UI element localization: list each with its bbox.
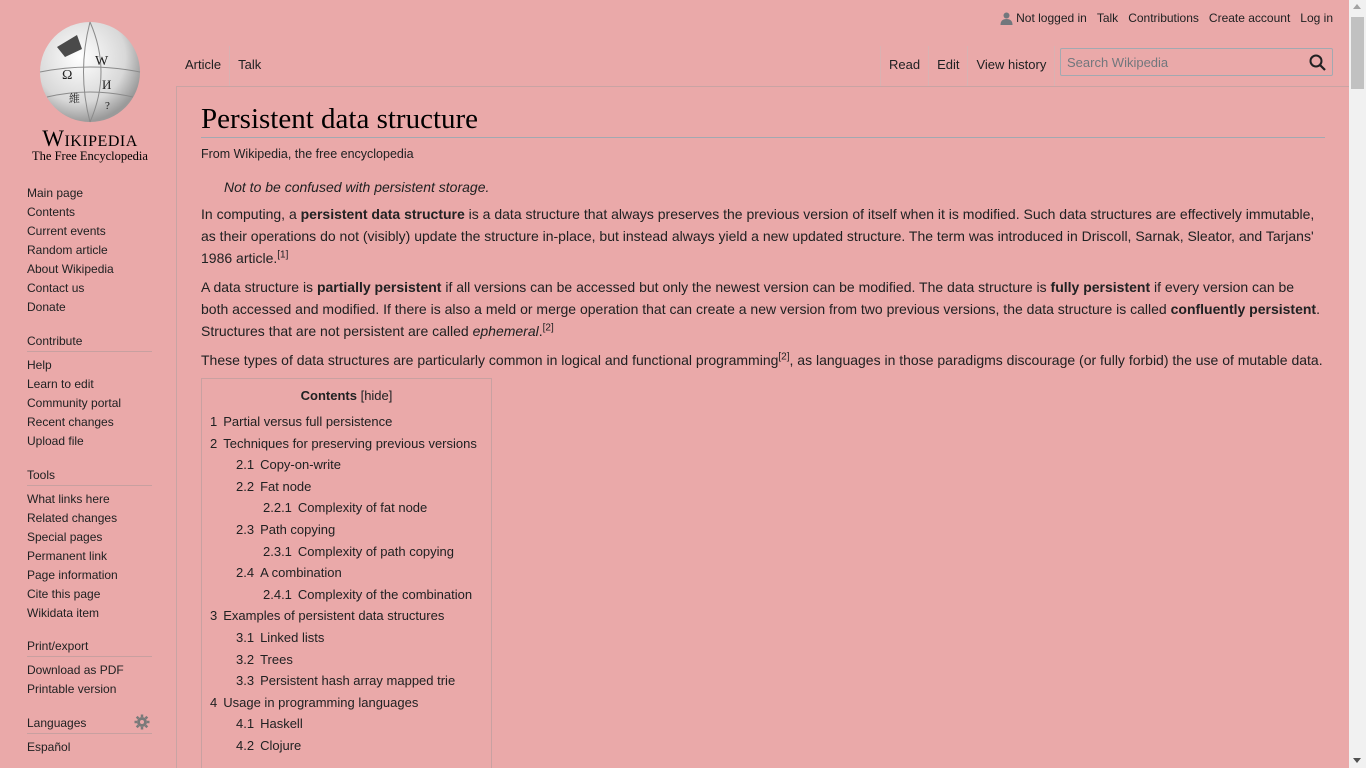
- sidebar-heading-print: Print/export: [27, 639, 152, 657]
- wikipedia-tagline: The Free Encyclopedia: [32, 149, 148, 163]
- toc-text: Haskell: [260, 716, 303, 732]
- search-box: [1060, 48, 1333, 76]
- toc-item[interactable]: [210, 541, 483, 563]
- paragraph-usage: [201, 349, 1325, 371]
- wikipedia-logo[interactable]: [20, 10, 160, 163]
- toc-number: 2.3.1: [263, 543, 292, 559]
- svg-text:維: 維: [69, 93, 80, 105]
- sidebar-item-random-article[interactable]: Random article: [27, 243, 108, 257]
- user-talk-link[interactable]: Talk: [1096, 11, 1119, 25]
- toc-number: 4: [210, 694, 218, 710]
- personal-tools: [1000, 11, 1333, 25]
- sidebar-item-page-information[interactable]: Page information: [27, 568, 118, 582]
- sidebar-navigation: [27, 186, 152, 319]
- toc-number: 3.2: [236, 651, 255, 667]
- toc-item[interactable]: [210, 692, 483, 714]
- toc-number: 2.4.1: [263, 586, 292, 602]
- reference-link[interactable]: [2]: [778, 351, 790, 363]
- table-of-contents: [201, 378, 492, 768]
- toc-text: Persistent hash array mapped trie: [260, 673, 456, 689]
- toc-text: Copy-on-write: [260, 457, 341, 473]
- sidebar-item-donate[interactable]: Donate: [27, 300, 66, 314]
- page-title: Persistent data structure: [201, 101, 1325, 138]
- sidebar-tools: [27, 468, 152, 625]
- toc-item[interactable]: [210, 649, 483, 671]
- text-fragment: if every version can be both accessed and modified. If there is also a meld or merge operation that can create a new version from two previous versions, the data structure is called: [201, 279, 1295, 317]
- text-fragment: . Structures that are not persistent are called: [201, 301, 1320, 339]
- toc-item[interactable]: [210, 411, 483, 433]
- tab-edit[interactable]: Edit: [928, 46, 967, 86]
- not-logged-in-label: Not logged in: [1016, 11, 1087, 25]
- toc-item[interactable]: [210, 519, 483, 541]
- sidebar-item-espa-ol[interactable]: Español: [27, 740, 71, 754]
- toc-text: Partial versus full persistence: [223, 414, 393, 429]
- toc-number: 2.3: [236, 521, 255, 537]
- reference-link[interactable]: [1]: [277, 249, 289, 261]
- create-account-link[interactable]: Create account: [1208, 11, 1291, 25]
- svg-text:Ω: Ω: [62, 68, 73, 83]
- tab-read[interactable]: Read: [880, 46, 928, 86]
- toc-number: 1: [210, 414, 218, 429]
- paragraph-intro: [201, 203, 1325, 269]
- sidebar-languages: [27, 716, 152, 759]
- toc-text: Complexity of path copying: [297, 543, 455, 559]
- sidebar-item-wikidata-item[interactable]: Wikidata item: [27, 606, 100, 620]
- svg-text:?: ?: [105, 100, 110, 112]
- italic-term: ephemeral: [472, 323, 539, 339]
- site-subtitle: From Wikipedia, the free encyclopedia: [201, 147, 414, 161]
- toc-item[interactable]: [210, 497, 483, 519]
- sidebar-item-what-links-here[interactable]: What links here: [27, 492, 110, 506]
- bold-term: partially persistent: [316, 279, 442, 295]
- toc-item[interactable]: [210, 476, 483, 498]
- wikipedia-globe-icon: [37, 17, 143, 123]
- toc-number: 2: [210, 435, 218, 451]
- text-fragment: A data structure is: [201, 279, 317, 295]
- tab-view-history[interactable]: View history: [967, 46, 1055, 86]
- toc-item[interactable]: [210, 562, 483, 584]
- toc-item[interactable]: [210, 735, 483, 757]
- toc-hide-toggle[interactable]: [hide]: [360, 388, 393, 403]
- toc-text: Clojure: [260, 737, 302, 753]
- gear-icon[interactable]: [134, 714, 150, 730]
- bold-term: persistent data structure: [300, 206, 465, 222]
- contributions-link[interactable]: Contributions: [1128, 11, 1199, 25]
- sidebar-item-printable-version[interactable]: Printable version: [27, 682, 117, 696]
- toc-number: 2.1: [236, 457, 255, 473]
- sidebar-item-about-wikipedia[interactable]: About Wikipedia: [27, 262, 114, 276]
- toc-item[interactable]: [210, 627, 483, 649]
- toc-number: 3.3: [236, 673, 255, 689]
- sidebar-item-help[interactable]: Help: [27, 358, 52, 372]
- reference-link[interactable]: [2]: [542, 322, 554, 334]
- scroll-thumb[interactable]: [1351, 17, 1364, 89]
- main-content: [176, 86, 1349, 768]
- languages-heading-label: Languages: [27, 716, 87, 730]
- log-in-link[interactable]: Log in: [1300, 11, 1333, 25]
- svg-text:W: W: [95, 54, 109, 69]
- toc-item[interactable]: [210, 670, 483, 692]
- toc-number: 2.2: [236, 478, 255, 494]
- toc-text: Fat node: [260, 478, 312, 494]
- sidebar-item-cite-this-page[interactable]: Cite this page: [27, 587, 101, 601]
- toc-number: 2.2.1: [263, 500, 292, 516]
- sidebar-heading-languages: [27, 716, 152, 734]
- sidebar-item-special-pages[interactable]: Special pages: [27, 530, 103, 544]
- scroll-down-arrow-icon[interactable]: [1353, 758, 1361, 763]
- sidebar-print: [27, 639, 152, 701]
- toc-text: Examples of persistent data structures: [223, 608, 445, 624]
- toc-number: 3: [210, 608, 218, 624]
- toc-text: Techniques for preserving previous versions: [223, 435, 477, 451]
- wikipedia-wordmark: Wikipedia: [42, 126, 138, 151]
- tab-talk[interactable]: Talk: [229, 46, 269, 86]
- search-input[interactable]: [1061, 49, 1301, 75]
- scrollbar[interactable]: [1349, 0, 1366, 768]
- sidebar-item-related-changes[interactable]: Related changes: [27, 511, 118, 525]
- toc-number: 4.1: [236, 716, 255, 732]
- view-tabs: [880, 46, 1055, 86]
- sidebar-contribute: [27, 334, 152, 453]
- text-fragment: is a data structure that always preserves the previous version of itself when it is modified. Such data structures are effectively immutable, as their operations do not (visibly) update the structure in-place, but instead always yield a new updated structure. The term was introduced in Driscoll, Sarnak, Sleator, and Tarjans' 1986 article.: [201, 206, 1315, 266]
- toc-number: 3.1: [236, 629, 255, 645]
- sidebar-item-upload-file[interactable]: Upload file: [27, 434, 84, 448]
- sidebar-item-main-page[interactable]: Main page: [27, 186, 84, 200]
- toc-item[interactable]: [210, 454, 483, 476]
- toc-number: 4.2: [236, 737, 255, 753]
- toc-heading: Contents: [300, 388, 357, 403]
- toc-text: Linked lists: [260, 629, 325, 645]
- toc-text: Path copying: [260, 521, 336, 537]
- text-fragment: , as languages in those paradigms discourage (or fully forbid) the use of mutable data.: [789, 352, 1323, 368]
- toc-item[interactable]: [210, 433, 483, 455]
- toc-text: A combination: [260, 565, 342, 581]
- toc-text: Usage in programming languages: [223, 694, 419, 710]
- sidebar-item-permanent-link[interactable]: Permanent link: [27, 549, 108, 563]
- text-fragment: In computing, a: [201, 206, 301, 222]
- sidebar-item-download-as-pdf[interactable]: Download as PDF: [27, 663, 124, 677]
- svg-text:И: И: [102, 77, 112, 92]
- toc-title: [210, 388, 483, 403]
- scroll-up-arrow-icon[interactable]: [1353, 4, 1361, 9]
- sidebar-item-community-portal[interactable]: Community portal: [27, 396, 122, 410]
- sidebar-item-recent-changes[interactable]: Recent changes: [27, 415, 114, 429]
- toc-number: 2.4: [236, 565, 255, 581]
- toc-item[interactable]: [210, 605, 483, 627]
- user-icon: [1000, 12, 1013, 25]
- text-fragment: These types of data structures are particularly common in logical and functional programming: [201, 352, 779, 368]
- tab-article[interactable]: Article: [185, 57, 222, 72]
- bold-term: fully persistent: [1050, 279, 1151, 295]
- text-fragment: .: [538, 323, 543, 339]
- search-icon[interactable]: [1309, 54, 1326, 71]
- text-fragment: if all versions can be accessed but only the newest version can be modified. The data structure is: [441, 279, 1051, 295]
- toc-text: Complexity of fat node: [297, 500, 428, 516]
- paragraph-persistence-types: [201, 276, 1325, 342]
- hatnote: Not to be confused with persistent storage.: [224, 179, 490, 195]
- toc-text: Complexity of the combination: [297, 586, 473, 602]
- sidebar-item-contents[interactable]: Contents: [27, 205, 76, 219]
- sidebar-item-learn-to-edit[interactable]: Learn to edit: [27, 377, 94, 391]
- toc-item[interactable]: [210, 584, 483, 606]
- sidebar-item-current-events[interactable]: Current events: [27, 224, 106, 238]
- bold-term: confluently persistent: [1170, 301, 1317, 317]
- sidebar-heading-contribute: Contribute: [27, 334, 152, 352]
- sidebar-item-contact-us[interactable]: Contact us: [27, 281, 85, 295]
- sidebar-heading-tools: Tools: [27, 468, 152, 486]
- toc-text: Trees: [260, 651, 293, 667]
- namespace-tabs: [177, 46, 269, 86]
- toc-item[interactable]: [210, 713, 483, 735]
